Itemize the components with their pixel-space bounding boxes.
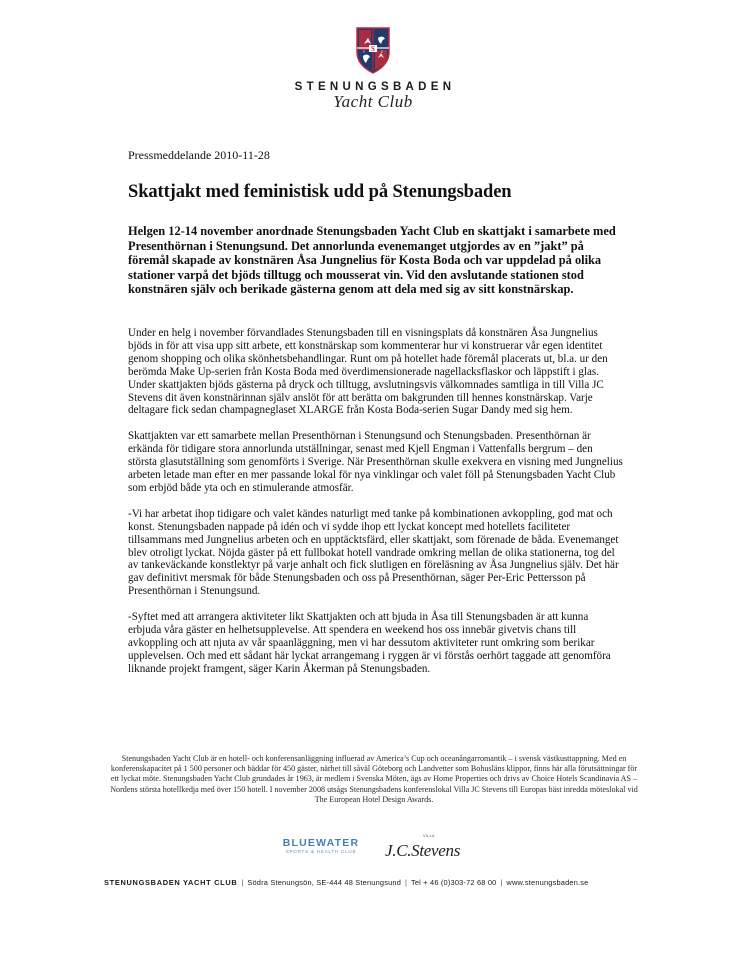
brand-name: STENUNGSBADEN [294, 81, 456, 93]
crest-letter-c: C [380, 50, 384, 54]
letterhead [0, 26, 746, 112]
partner-logos [0, 833, 746, 869]
headline: Skattjakt med feministisk udd på Stenungsbaden [128, 182, 512, 202]
yacht-club-crest-icon [354, 26, 392, 74]
jc-stevens-logo [385, 833, 475, 869]
bluewater-logo [276, 837, 366, 854]
footer-company-name: STENUNGSBADEN YACHT CLUB [104, 878, 238, 887]
body-paragraph-1: Under en helg i november förvandlades Stenungsbaden till en visningsplats då konstnären Åsa Jungnelius bjöds in för att visa upp sitt arbete, ett konstnärskap som kommenterar hur vi konstruerar vår egen identitet genom shopping och olika skönhetsbehandlingar. Runt om på hotellet hade föremål placerats ut, bl.a. ur den berömda Make Up-serien från Kosta Boda med överdimensionerade nagellacksflaskor och läppstift i glas. Under skattjakten bjöds gästerna på dryck och tilltugg, avslutningsvis välkomnades samtliga in till Villa JC Stevens dit även konstnärinnan själv anslöt för att berätta om bakgrunden till hennes konstnärskap. Varje deltagare fick sedan champagneglaset XLARGE från Kosta Boda-serien Sugar Dandy med sig hem. [128, 326, 608, 417]
company-boilerplate: Stenungsbaden Yacht Club är en hotell- och konferensanläggning influerad av America’s Cup och oceanångarromantik – i svensk västkusttappning. Med en konferenskapacitet på 1 500 personer och bäddar för 450 gäster, närhet till såväl Göteborg och Landvetter som Bohusläns klippor, finns här alla förutsättningar för ett lyckat möte. Stenungsbaden Yacht Club grundades år 1963, är medlem i Svenska Möten, ägs av Home Properties och drivs av Choice Hotels Scandinavia AS – Nordens största hotellkedja med över 150 hotell. I november 2008 utsågs Stenungsbadens konferenslokal Villa JC Stevens till Europas bäst inredda möteslokal vid The European Hotel Design Awards. [110, 754, 638, 804]
brand-subtitle: Yacht Club [333, 92, 413, 111]
footer-separator: | [500, 878, 503, 887]
footer-separator: | [241, 878, 244, 887]
footer-address: Södra Stenungsön, SE-444 48 Stenungsund [247, 878, 402, 887]
body-paragraph-3: -Vi har arbetat ihop tidigare och valet kändes naturligt med tanke på kombinationen avkoppling, god mat och konst. Stenungsbaden nappade på idén och vi sydde ihop ett lyckat koncept med hotellets faciliteter tillsammans med Jungnelius arbeten och en upptäcktsfärd, eller skattjakt, som förenade de båda. Evenemanget blev otroligt lyckat. Nöjda gäster på ett fullbokat hotell vandrade omkring mellan de olika stationerna, tog del av tankeväckande konstlektyr på varje anhalt och fick slutligen en föreläsning av Åsa Jungnelius själv. Det här gav definitivt mersmak för både Stenungsbaden och oss på Presenthörnan, säger Per-Eric Pettersson på Presenthörnan i Stenungsund. [128, 507, 619, 598]
bluewater-title: BLUEWATER [282, 837, 360, 849]
lead-paragraph: Helgen 12-14 november anordnade Stenungsbaden Yacht Club en skattjakt i samarbete med Presenthörnan i Stenungsund. Det annorlunda evenemanget utgjordes av en ”jakt” på föremål skapade av konstnären Åsa Jungnelius för Kosta Boda och var uppdelad på olika stationer varpå det bjöds tilltugg och mousserat vin. Vid den avslutande stationen stod konstnären själv och berikade gästerna genom att dela med sig av sitt konstnärskap. [128, 224, 616, 297]
footer-website-link[interactable]: www.stenungsbaden.se [506, 878, 589, 887]
press-release-body [128, 148, 624, 676]
crest-letter-s: S [371, 45, 375, 53]
jc-stevens-villa-label: VILLA [423, 834, 435, 838]
footer-separator: | [405, 878, 407, 887]
crest-letter-y: Y [362, 50, 366, 54]
press-release-date: Pressmeddelande 2010-11-28 [128, 148, 270, 162]
jc-stevens-signature: J.C.Stevens [385, 841, 461, 860]
body-paragraph-2: Skattjakten var ett samarbete mellan Presenthörnan i Stenungsund och Stenungsbaden. Presenthörnan är erkända för tidigare stora annorlunda utställningar, senast med Kjell Engman i Vattenfalls bergrum – den största glasutställning som genomförts i Sverige. När Presenthörnan skulle exekvera en visning med Jungnelius arbeten letade man efter en mer passande lokal för nya vinklingar och valet föll på Stenungsbaden Yacht Club som erbjöd både yta och en stimulerande atmosfär. [128, 430, 623, 494]
bluewater-subtitle: SPORTS & HEALTH CLUB [285, 849, 357, 854]
contact-footer [104, 878, 664, 887]
body-paragraph-4: -Syftet med att arrangera aktiviteter likt Skattjakten och att bjuda in Åsa till Stenungsbaden är att kunna erbjuda våra gäster en helhetsupplevelse. Att spendera en weekend hos oss innebär givetvis chans till avkoppling och att njuta av vår spaanläggning, men vi har dessutom aktiviteter runt omkring som berikar upplevelsen. Och med ett sådant här lyckat arrangemang i ryggen är vi förstås oerhört taggade att genomföra liknande projekt framgent, säger Karin Åkerman på Stenungsbaden. [128, 611, 611, 675]
footer-phone: Tel + 46 (0)303-72 68 00 [410, 878, 497, 887]
